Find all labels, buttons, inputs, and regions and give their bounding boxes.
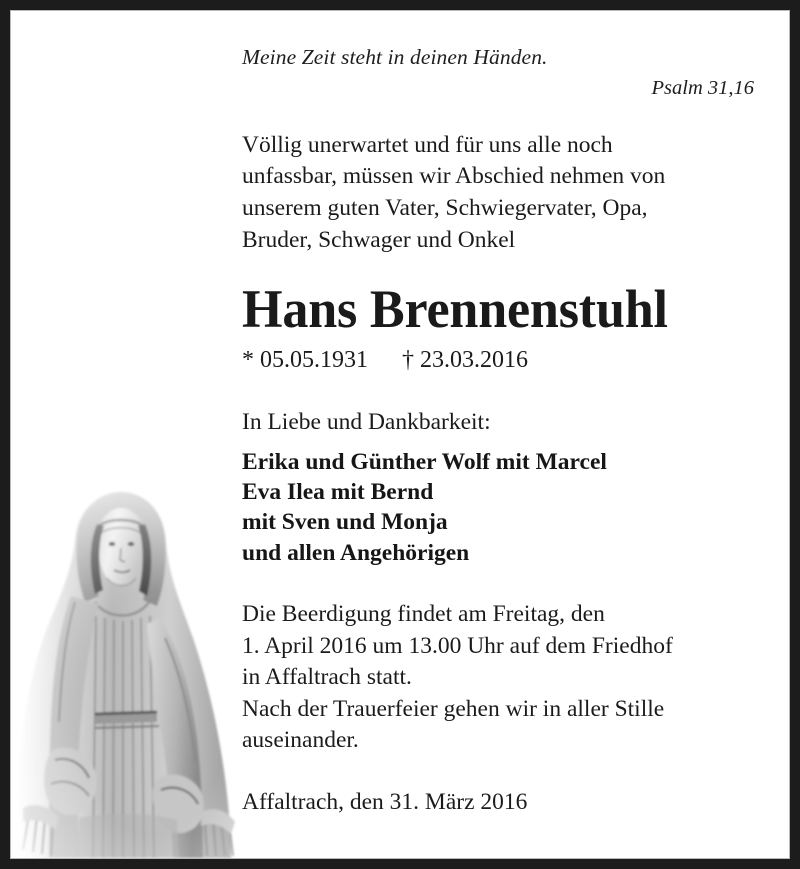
deceased-name: Hans Brennenstuhl bbox=[242, 279, 668, 340]
survivor-line: Erika und Günther Wolf mit Marcel bbox=[242, 448, 607, 475]
madonna-statue-graphic bbox=[11, 478, 239, 858]
death-date: 23.03.2016 bbox=[420, 347, 528, 374]
arrangement-line: Die Beerdigung findet am Freitag, den bbox=[242, 600, 605, 627]
arrangement-line: auseinander. bbox=[242, 727, 359, 754]
intro-line: unserem guten Vater, Schwiegervater, Opa, bbox=[242, 195, 648, 222]
statue-eye-right bbox=[128, 542, 135, 546]
closing-place-date: Affaltrach, den 31. März 2016 bbox=[242, 788, 528, 815]
life-dates bbox=[242, 346, 762, 375]
arrangement-line: in Affaltrach statt. bbox=[242, 664, 412, 691]
statue-eye-left bbox=[109, 542, 116, 546]
madonna-statue-illustration bbox=[11, 478, 239, 858]
birth-date: 05.05.1931 bbox=[260, 347, 368, 374]
survivor-line: und allen Angehörigen bbox=[242, 539, 470, 566]
survivor-line: Eva Ilea mit Bernd bbox=[242, 478, 434, 505]
birth-symbol-icon: * bbox=[242, 347, 254, 374]
intro-line: Völlig unerwartet und für uns alle noch bbox=[242, 131, 613, 158]
epigraph-quote: Meine Zeit steht in deinen Händen. bbox=[242, 45, 548, 69]
epigraph-source: Psalm 31,16 bbox=[651, 76, 754, 99]
dedication-heading: In Liebe und Dankbarkeit: bbox=[242, 409, 491, 436]
intro-line: Bruder, Schwager und Onkel bbox=[242, 226, 516, 253]
arrangement-line: Nach der Trauerfeier gehen wir in aller Stille bbox=[242, 695, 665, 722]
intro-paragraph bbox=[242, 130, 762, 256]
arrangement-line: 1. April 2016 um 13.00 Uhr auf dem Friedhof bbox=[242, 632, 673, 659]
notice-canvas bbox=[11, 11, 789, 858]
survivors-list bbox=[242, 447, 762, 568]
statue-gown-shadow bbox=[77, 814, 179, 858]
funeral-arrangements bbox=[242, 599, 762, 757]
cross-symbol-icon: † bbox=[402, 347, 414, 374]
survivor-line: mit Sven und Monja bbox=[242, 509, 448, 536]
intro-line: unfassbar, müssen wir Abschied nehmen von bbox=[242, 163, 666, 190]
notice-text-column bbox=[242, 44, 762, 817]
